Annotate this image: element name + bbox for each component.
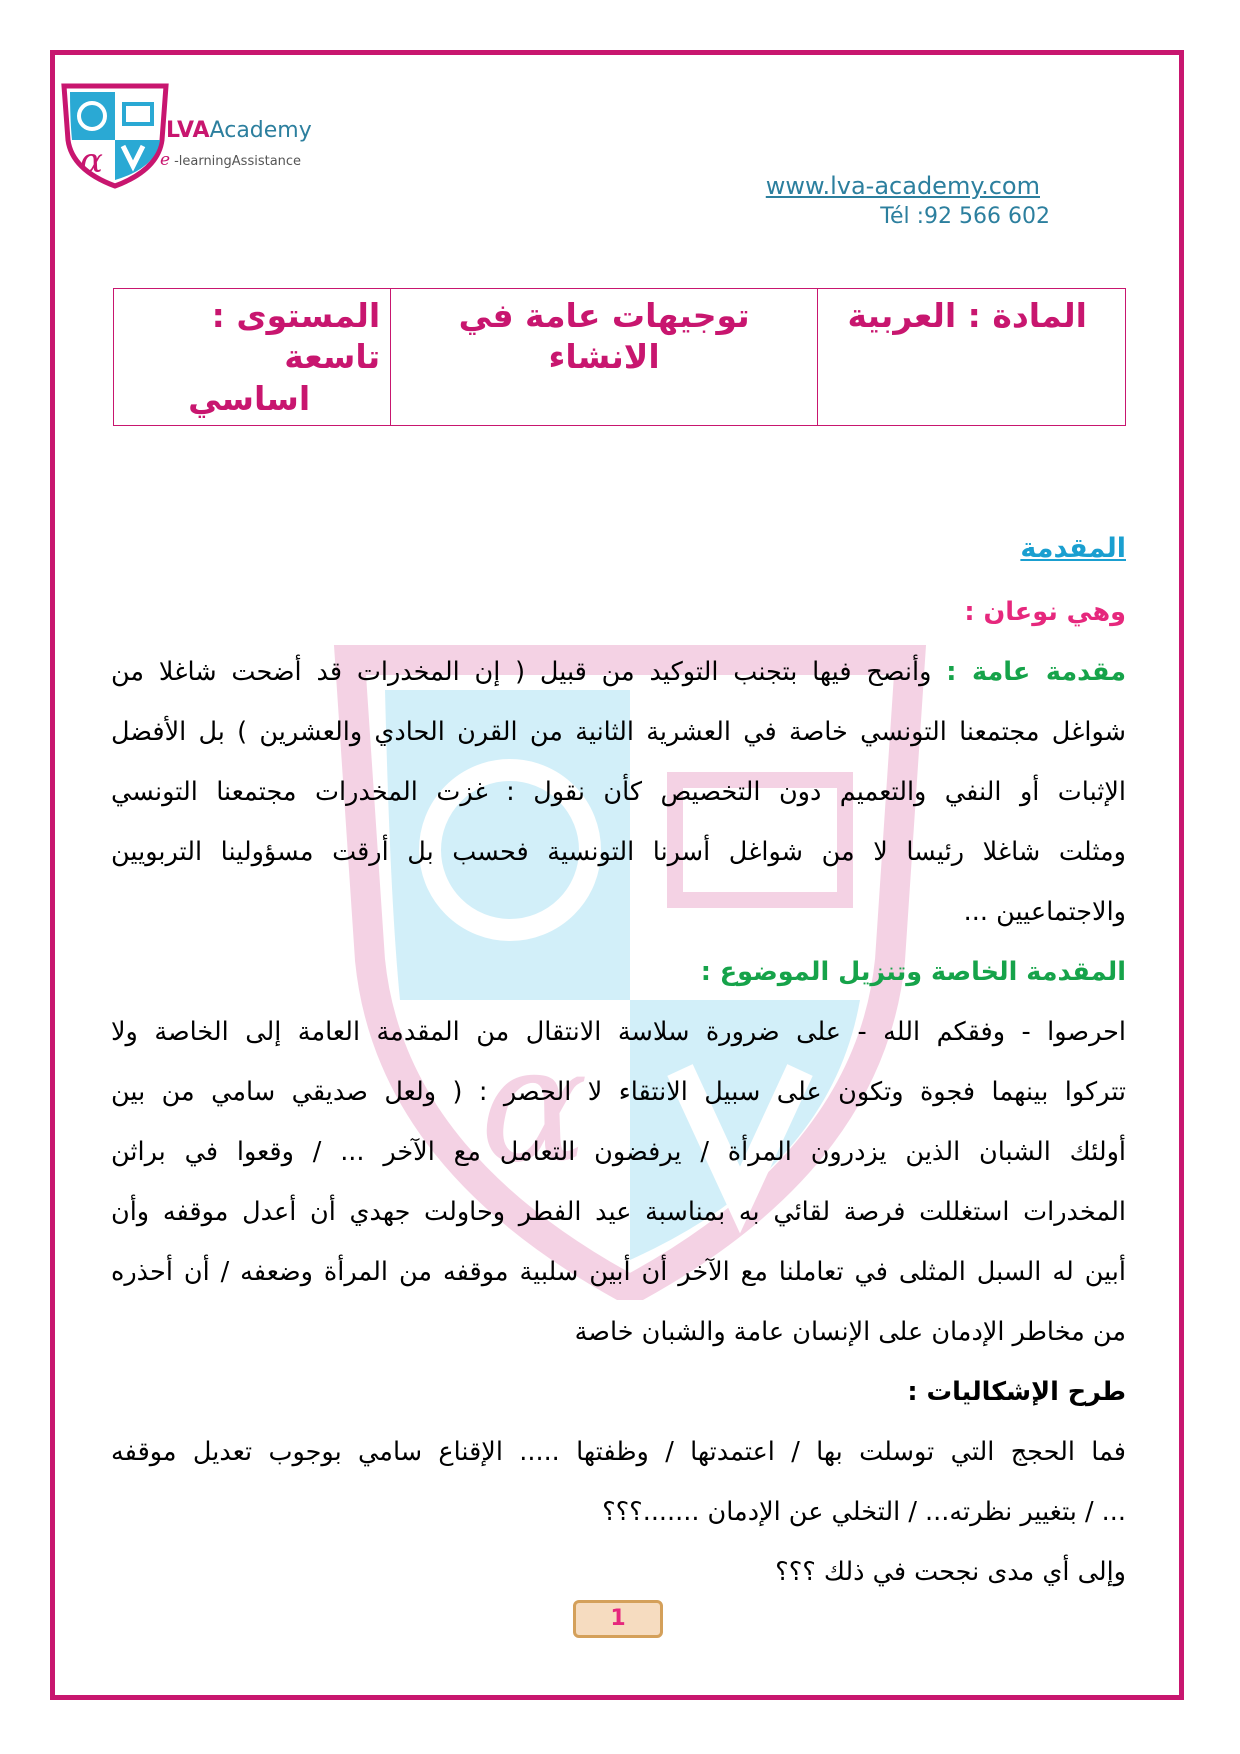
website-link[interactable]: www.lva-academy.com [765, 172, 1040, 200]
body-line: فما الحجج التي توسلت بها / اعتمدتها / وظفتها ..... الإقناع سامي بوجوب تعديل موقفه [111, 1437, 1126, 1467]
special-intro-label: المقدمة الخاصة وتنزيل الموضوع : [700, 957, 1126, 987]
body-line: ومثلت شاغلا رئيسا لا من شواغل أسرنا التونسية فحسب بل أرقت مسؤولينا التربويين [111, 837, 1126, 867]
subject-cell: المادة : العربية [818, 289, 1126, 426]
svg-text:α: α [480, 1011, 589, 1198]
brand-name [166, 118, 312, 143]
svg-text:α: α [80, 141, 103, 181]
body-line: ... / بتغيير نظرته... / التخلي عن الإدمان .......؟؟؟ [602, 1497, 1126, 1527]
title-cell: توجيهات عامة في الانشاء [391, 289, 818, 426]
body-line: شواغل مجتمعنا التونسي خاصة في العشرية الثانية من القرن الحادي والعشرين ) بل الأفضل [111, 717, 1126, 747]
body-line: المخدرات استغللت فرصة لقائي به بمناسبة عيد الفطر وحاولت جهدي أن أعدل موقفه وأن [111, 1197, 1126, 1227]
body-line: أولئك الشبان الذين يزدرون المرأة / يرفضون التعامل مع الآخر ... / وقعوا في براثن [111, 1137, 1126, 1167]
tagline-e: e [160, 150, 171, 170]
body-line: من مخاطر الإدمان على الإنسان عامة والشبان خاصة [574, 1317, 1126, 1347]
phone-number: Tél :92 566 602 [880, 204, 1050, 229]
types-label: وهي نوعان : [964, 597, 1126, 627]
body-line: تتركوا بينهما فجوة وتكون على سبيل الانتقاء لا الحصر : ( ولعل صديقي سامي من بين [111, 1077, 1126, 1107]
level-line-2: اساسي [188, 378, 311, 418]
level-cell [114, 289, 391, 426]
brand-name-rest: Academy [209, 118, 312, 143]
body-line: احرصوا - وفقكم الله - على ضرورة سلاسة الانتقال من المقدمة العامة إلى الخاصة ولا [111, 1017, 1126, 1047]
level-line-1: المستوى : تاسعة [211, 296, 381, 377]
problems-label: طرح الإشكاليات : [907, 1377, 1126, 1407]
body-line: أبين له السبل المثلى في تعاملنا مع الآخر أن أبين سلبية موقفه من المرأة وضعفه / أن أحذره [111, 1257, 1126, 1287]
header-row [114, 289, 1126, 426]
tagline-text: -learningAssistance [174, 154, 302, 169]
body-line: والاجتماعيين ... [963, 897, 1126, 927]
brand-name-highlight: LVA [166, 118, 210, 143]
body-line: وإلى أي مدى نجحت في ذلك ؟؟؟ [775, 1557, 1126, 1587]
header-table [113, 288, 1126, 426]
brand-tagline [160, 150, 301, 170]
page-number: 1 [573, 1600, 663, 1638]
general-intro-text: وأنصح فيها بتجنب التوكيد من قبيل ( إن المخدرات قد أضحت شاغلا من [111, 657, 932, 687]
general-intro-label: مقدمة عامة : [946, 657, 1127, 687]
lva-academy-logo [60, 80, 170, 190]
general-intro-line [111, 642, 1126, 702]
body-line: الإثبات أو النفي والتعميم دون التخصيص كأن نقول : غزت المخدرات مجتمعنا التونسي [111, 777, 1126, 807]
document-body [111, 516, 1126, 1602]
section-heading: المقدمة [1020, 533, 1126, 564]
